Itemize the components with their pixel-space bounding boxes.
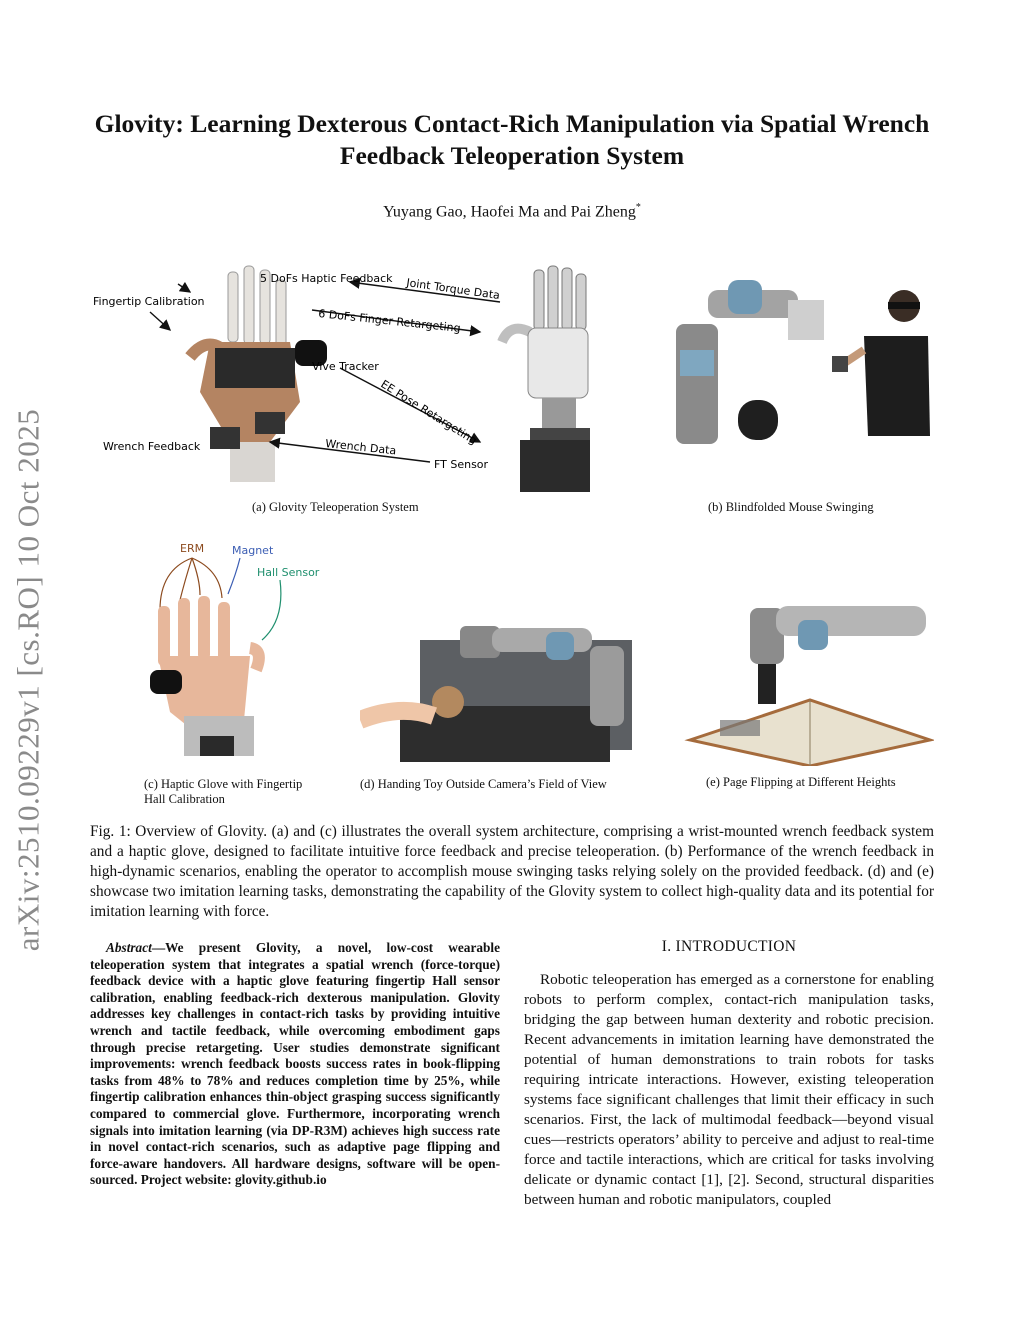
label-haptic-feedback: 5 DoFs Haptic Feedback: [260, 272, 393, 285]
figure-panel-b: [668, 270, 934, 492]
panel-b-illustration: [668, 270, 934, 492]
glove-hand: [150, 596, 259, 756]
caption-panel-d: (d) Handing Toy Outside Camera’s Field of View: [360, 777, 607, 791]
introduction-text: Robotic teleoperation has emerged as a cornerstone for enabling robots to perform complex, contact-rich manipulation tasks, bridging the gap between human dexterity and robotic precision. Recent advancements in imitation learning have demonstrated the potential of human demonstrations to train robots for tasks requiring intricate interactions. However, existing teleoperation systems face significant challenges that limit their efficacy in such scenarios. First, the lack of multimodal feedback—beyond visual cues—restricts operators’ ability to perceive and adjust to real-time force and tactile interactions, which are critical for tasks involving delicate or dynamic contact [1], [2]. Second, structural disparities between human and robotic manipulators, coupled: [524, 971, 934, 1208]
figure-panel-c: [140, 540, 340, 772]
caption-panel-e: (e) Page Flipping at Different Heights: [706, 775, 896, 789]
panel-a-illustration: [90, 262, 590, 494]
robot-arm: [676, 280, 824, 444]
author-mark: *: [635, 202, 641, 213]
label-finger-retargeting: 6 DoFs Finger Retargeting: [317, 307, 462, 335]
label-wrench-feedback: Wrench Feedback: [103, 440, 201, 453]
robot-hand: [502, 266, 590, 492]
panel-e-illustration: [680, 590, 934, 766]
caption-panel-c: [144, 777, 302, 807]
author-line: [90, 202, 934, 221]
label-hall-sensor: Hall Sensor: [257, 566, 320, 579]
arxiv-id: arXiv:2510.09229v1 [cs.RO] 10 Oct 2025: [10, 408, 45, 952]
caption-panel-c-line2: Hall Calibration: [144, 792, 225, 806]
blindfolded-operator: [832, 290, 930, 436]
label-ee-pose: EE Pose Retargeting: [378, 377, 480, 448]
haptic-glove-hand: [190, 266, 327, 482]
label-erm: ERM: [180, 542, 205, 555]
abstract: [90, 940, 500, 1189]
figure-panel-a: [90, 262, 590, 494]
label-joint-torque: Joint Torque Data: [405, 276, 501, 303]
arxiv-stamp: [4, 370, 52, 990]
abstract-text: —We present Glovity, a novel, low-cost wearable teleoperation system that integrates a spatial wrench (force-torque) feedback device with a haptic glove featuring fingertip Hall sensor calibration, enabling feedback-rich dexterous manipulation. Glovity addresses key challenges in contact-rich tasks by providing intuitive wrench and tactile feedback, while overcoming embodiment gaps through precise retargeting. User studies demonstrate significant improvements: wrench feedback boosts success rates in book-flipping tasks from 48% to 78% and reduces completion time by 25%, while fingertip calibration enhances thin-object grasping success significantly compared to commercial glove. Furthermore, incorporating wrench signals into imitation learning (via DP-R3M) achieves high success rate in novel contact-rich scenarios, such as adaptive page flipping and force-aware handovers. All hardware designs, software will be open-sourced. Project website: glovity.github.io: [90, 940, 500, 1188]
panel-d-illustration: [360, 606, 632, 770]
label-vive-tracker: Vive Tracker: [312, 360, 379, 373]
abstract-label: Abstract: [106, 940, 152, 955]
label-magnet: Magnet: [232, 544, 274, 557]
figure-caption: Fig. 1: Overview of Glovity. (a) and (c) illustrates the overall system architecture, comprising a wrist-mounted wrench feedback system and a haptic glove, designed to facilitate intuitive force feedback and precise teleoperation. (b) Performance of the wrench feedback in high-dynamic scenarios, enabling the operator to accomplish mouse swinging tasks relying solely on the provided feedback. (d) and (e) showcase two imitation learning tasks, demonstrating the capability of the Glovity system to collect high-quality data and its potential for imitation learning with force.: [90, 823, 934, 920]
authors: Yuyang Gao, Haofei Ma and Pai Zheng: [383, 203, 636, 221]
caption-panel-b: (b) Blindfolded Mouse Swinging: [708, 500, 874, 514]
label-fingertip-calibration: Fingertip Calibration: [93, 295, 205, 308]
figure-panel-d: [360, 606, 632, 770]
panel-c-illustration: [140, 540, 340, 772]
paper-title: Glovity: Learning Dexterous Contact-Rich Manipulation via Spatial Wrench Feedback Teleoperation System: [94, 109, 930, 170]
label-wrench-data: Wrench Data: [324, 437, 397, 458]
figure-panel-e: [680, 590, 934, 766]
caption-panel-a: (a) Glovity Teleoperation System: [252, 500, 419, 514]
label-ft-sensor: FT Sensor: [434, 458, 489, 471]
section-heading-introduction: I. INTRODUCTION: [661, 938, 797, 955]
caption-panel-c-line1: (c) Haptic Glove with Fingertip: [144, 777, 303, 791]
